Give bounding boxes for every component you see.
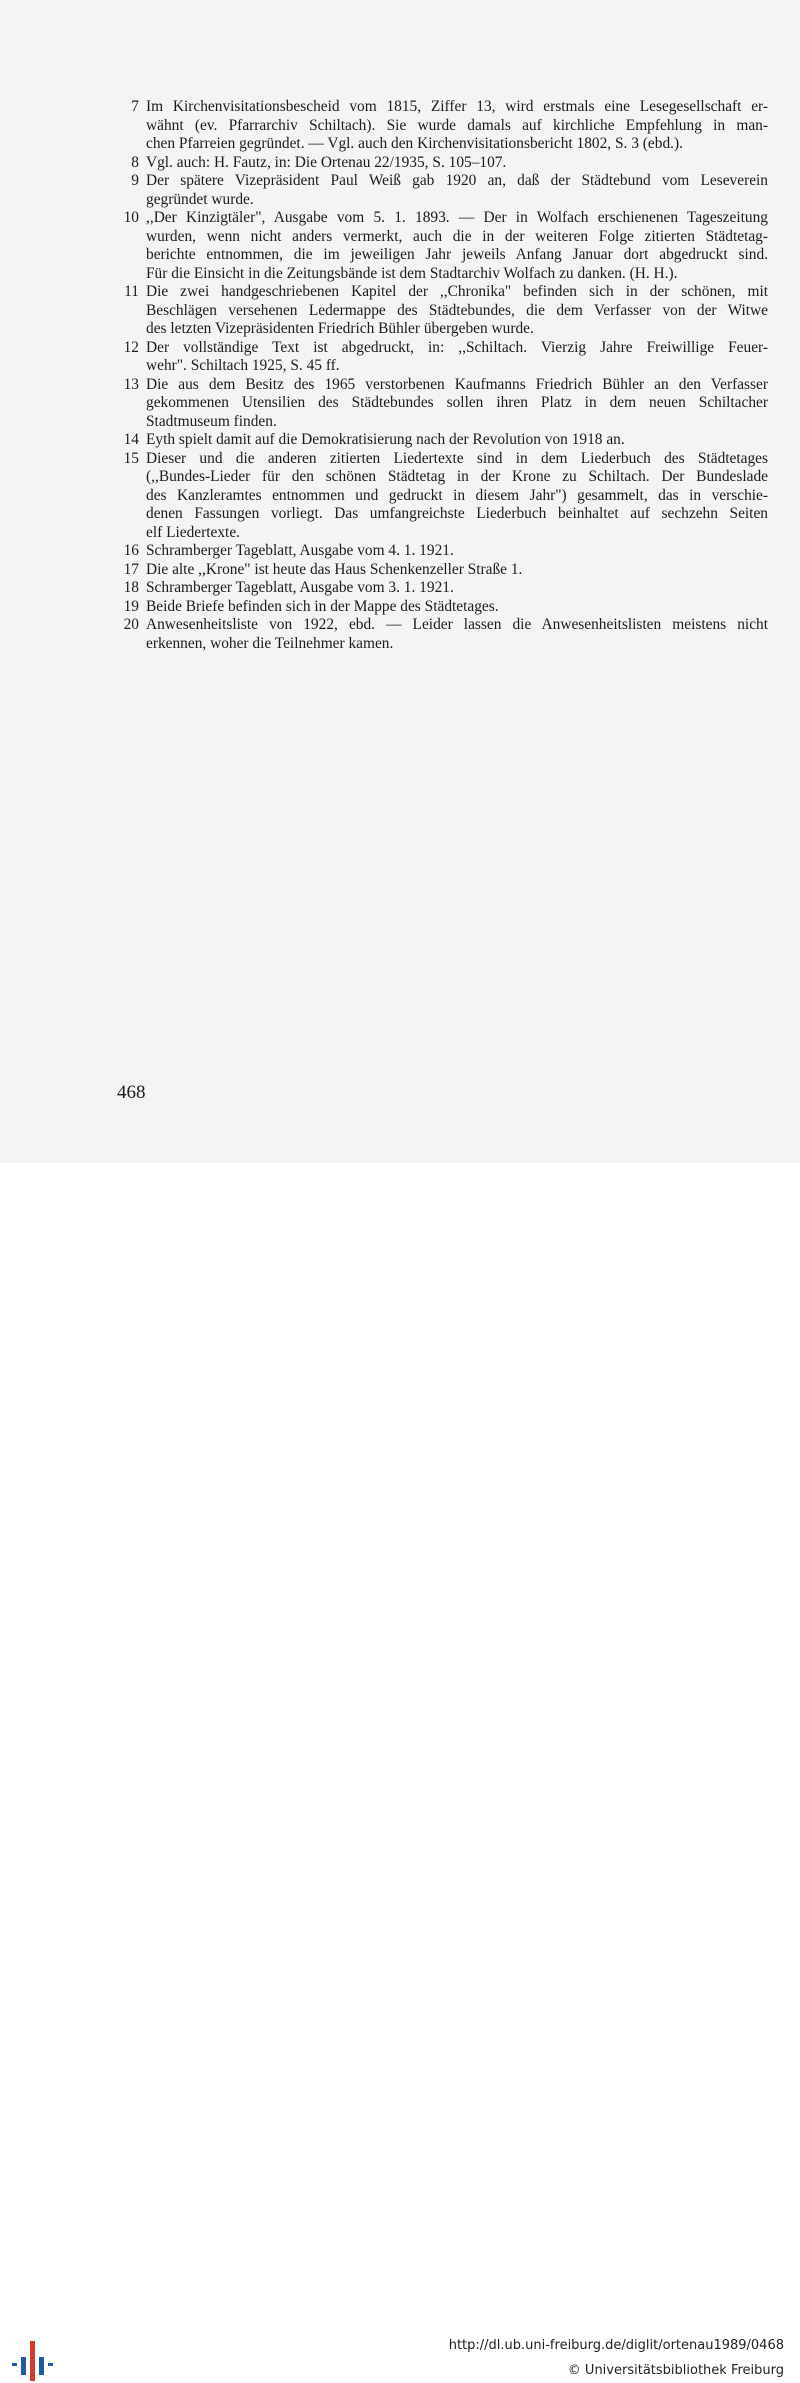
- footnote-text: [146, 616, 768, 653]
- footnote-number: 12: [123, 338, 139, 356]
- footnote-item: [114, 209, 768, 283]
- footnote-item: [114, 450, 768, 543]
- footnote-number: 11: [124, 283, 139, 300]
- footnote-text: [146, 283, 768, 339]
- footnote-item: [114, 598, 768, 617]
- copyright-text: © Universitätsbibliothek Freiburg: [567, 2363, 784, 2378]
- footnote-line: Die aus dem Besitz des 1965 verstorbenen Kaufmanns Friedrich Bühler an den Verfasser: [146, 375, 768, 393]
- footnote-item: [114, 283, 768, 339]
- footnote-item: [114, 561, 768, 580]
- ub-freiburg-logo-icon: [10, 2339, 54, 2383]
- footnote-line: wähnt (ev. Pfarrarchiv Schiltach). Sie wurde damals auf kirchliche Empfehlung in man-: [146, 116, 768, 134]
- footnote-line: gegründet wurde.: [146, 190, 254, 208]
- footnote-line: Vgl. auch: H. Fautz, in: Die Ortenau 22/1935, S. 105–107.: [146, 153, 507, 171]
- footnote-line: Die alte ,,Krone" ist heute das Haus Schenkenzeller Straße 1.: [146, 560, 523, 578]
- footnote-item: [114, 616, 768, 653]
- footnote-text: [146, 598, 768, 617]
- footnote-text: [146, 172, 768, 209]
- footnote-item: [114, 172, 768, 209]
- footnote-item: [114, 579, 768, 598]
- footnote-text: [146, 450, 768, 543]
- footnote-line: gekommenen Utensilien des Städtebundes sollen ihren Platz in dem neuen Schiltacher: [146, 394, 768, 411]
- footnote-text: [146, 561, 768, 580]
- footnote-line: Dieser und die anderen zitierten Liedertexte sind in dem Liederbuch des Städtetages: [146, 449, 768, 467]
- footnote-item: [114, 154, 768, 173]
- footnote-text: [146, 209, 768, 283]
- footnotes-list: [114, 98, 768, 653]
- footnote-line: des letzten Vizepräsidenten Friedrich Bühler übergeben wurde.: [146, 320, 534, 337]
- footnote-line: Schramberger Tageblatt, Ausgabe vom 3. 1. 1921.: [146, 579, 454, 596]
- footer-bar: [0, 1163, 800, 2378]
- footnote-text: [146, 542, 768, 561]
- footnote-number: 19: [123, 597, 139, 615]
- footnote-text: [146, 579, 768, 598]
- footnote-line: chen Pfarreien gegründet. — Vgl. auch den Kirchenvisitationsbericht 1802, S. 3 (ebd.).: [146, 135, 683, 152]
- footnote-line: berichte entnommen, die im jeweiligen Jahr jeweils Anfang Januar dort abgedruckt sind.: [146, 246, 768, 263]
- footnote-text: [146, 98, 768, 154]
- footnote-line: Im Kirchenvisitationsbescheid vom 1815, Ziffer 13, wird erstmals eine Lesegesellschaft er-: [146, 98, 768, 115]
- footnote-line: erkennen, woher die Teilnehmer kamen.: [146, 634, 394, 652]
- footnote-text: [146, 376, 768, 432]
- footnote-item: [114, 431, 768, 450]
- page-number: 468: [117, 1082, 146, 1103]
- footnote-line: Für die Einsicht in die Zeitungsbände ist dem Stadtarchiv Wolfach zu danken. (H. H.).: [146, 264, 678, 282]
- footnote-line: Anwesenheitsliste von 1922, ebd. — Leider lassen die Anwesenheitslisten meistens nicht: [146, 616, 768, 633]
- footnote-line: Stadtmuseum finden.: [146, 412, 277, 430]
- footnote-line: Die zwei handgeschriebenen Kapitel der ,,Chronika" befinden sich in der schönen, mit: [146, 283, 768, 300]
- footnote-line: des Kanzleramtes entnommen und gedruckt in diesem Jahr") gesammelt, das in verschie-: [146, 486, 768, 504]
- footnote-number: 13: [123, 375, 139, 393]
- footnote-text: [146, 154, 768, 173]
- footnote-number: 9: [131, 172, 139, 189]
- footnote-item: [114, 542, 768, 561]
- footnote-line: wehr". Schiltach 1925, S. 45 ff.: [146, 357, 340, 374]
- footnote-line: elf Liedertexte.: [146, 523, 240, 541]
- footnote-line: Eyth spielt damit auf die Demokratisierung nach der Revolution von 1918 an.: [146, 431, 625, 448]
- source-url-link[interactable]: http://dl.ub.uni-freiburg.de/diglit/ortenau1989/0468: [448, 2338, 784, 2353]
- footnote-number: 14: [123, 431, 139, 448]
- footnote-line: (,,Bundes-Lieder für den schönen Städtetag in der Krone zu Schiltach. Der Bundeslade: [146, 468, 768, 485]
- footnote-item: [114, 376, 768, 432]
- footnote-line: denen Fassungen vorliegt. Das umfangreichste Liederbuch beinhaltet auf sechzehn Seiten: [146, 505, 768, 522]
- footnote-item: [114, 98, 768, 154]
- footnote-text: [146, 339, 768, 376]
- footnote-line: Beide Briefe befinden sich in der Mappe des Städtetages.: [146, 597, 499, 615]
- footnote-line: Der spätere Vizepräsident Paul Weiß gab 1920 an, daß der Städtebund vom Leseverein: [146, 172, 768, 189]
- footnote-number: 7: [131, 98, 139, 115]
- footnote-number: 18: [123, 579, 139, 596]
- footnote-number: 15: [123, 449, 139, 467]
- footnote-item: [114, 339, 768, 376]
- footnote-line: ,,Der Kinzigtäler", Ausgabe vom 5. 1. 1893. — Der in Wolfach erschienenen Tageszeitung: [146, 209, 768, 226]
- footnote-number: 8: [131, 153, 139, 171]
- footnote-line: Beschlägen versehenen Ledermappe des Städtebundes, die dem Verfasser von der Witwe: [146, 301, 768, 319]
- footnote-line: wurden, wenn nicht anders vermerkt, auch die in der weiteren Folge zitierten Städtetag-: [146, 227, 768, 245]
- footnote-number: 16: [123, 542, 139, 559]
- footnote-line: Schramberger Tageblatt, Ausgabe vom 4. 1. 1921.: [146, 542, 454, 559]
- footnote-number: 17: [123, 560, 139, 578]
- footnote-text: [146, 431, 768, 450]
- footnote-number: 20: [123, 616, 139, 633]
- footnote-line: Der vollständige Text ist abgedruckt, in: ,,Schiltach. Vierzig Jahre Freiwillige Feuer-: [146, 338, 768, 356]
- scanned-page: [0, 0, 800, 1163]
- footnote-number: 10: [123, 209, 139, 226]
